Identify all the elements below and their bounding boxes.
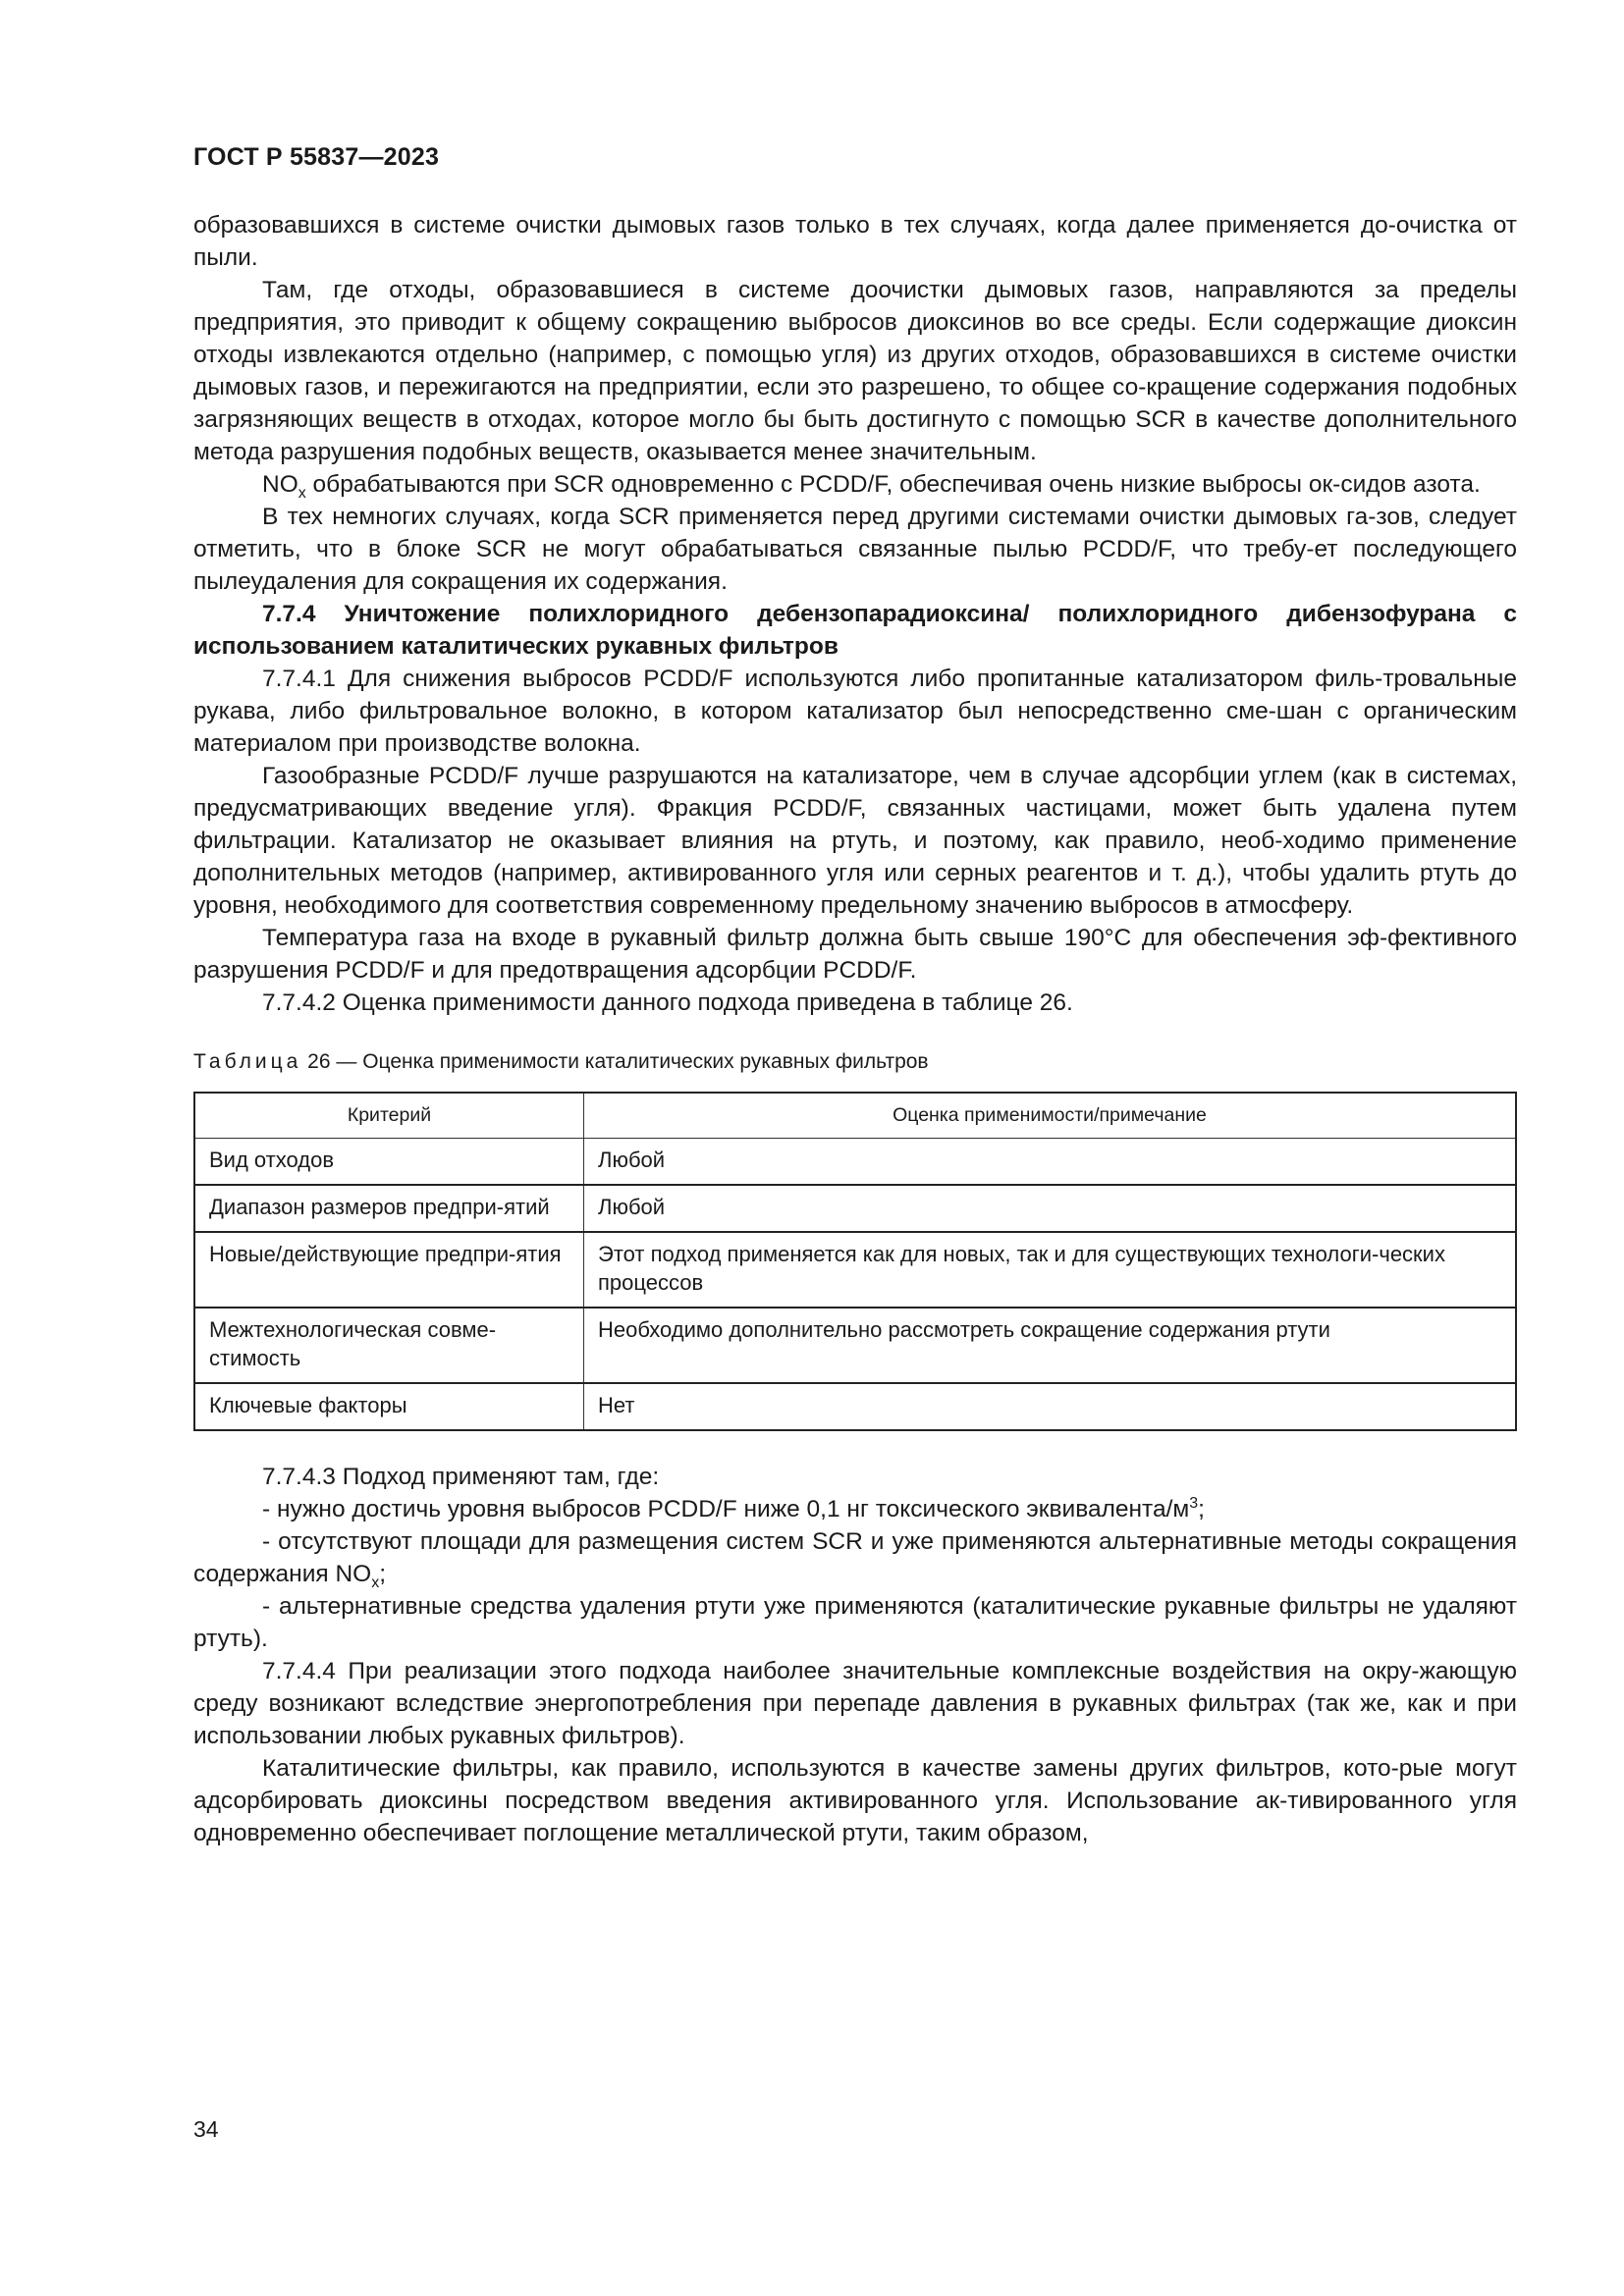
paragraph: 7.7.4.3 Подход применяют там, где: [262, 1464, 660, 1490]
table-row [194, 1383, 1516, 1430]
list-item [193, 1493, 1517, 1525]
table-cell: Диапазон размеров предпри-ятий [194, 1185, 584, 1232]
paragraph: 7.7.4.1 Для снижения выбросов PCDD/F используются либо пропитанные катализатором филь-тровальные рукава, либо фильтровальное волокно, в котором катализатор был непосредственно сме-шан с органическим материалом при производстве волокна. [193, 666, 1517, 757]
table-cell: Любой [584, 1185, 1517, 1232]
subscript: x [371, 1574, 380, 1591]
page-number: 34 [193, 2116, 219, 2142]
table-cell: Нет [584, 1383, 1517, 1430]
paragraph: Там, где отходы, образовавшиеся в системе доочистки дымовых газов, направляются за пределы предприятия, это приводит к общему сокращению выбросов диоксинов во все среды. Если содержащие диоксин отходы извлекаются отдельно (например, с помощью угля) из других отходов, образовавшихся в системе очистки дымовых газов, и пережигаются на предприятии, если это разрешено, то общее со-кращение содержания подобных загрязняющих веществ в отходах, которое могло бы быть достигнуто с помощью SCR в качестве дополнительного метода разрушения подобных веществ, оказывается менее значительным. [193, 277, 1517, 465]
table-row [194, 1308, 1516, 1383]
superscript: 3 [1189, 1494, 1199, 1512]
table-caption-text: 26 — Оценка применимости каталитических рукавных фильтров [301, 1050, 929, 1073]
table-cell: Новые/действующие предпри-ятия [194, 1232, 584, 1308]
table-cell: Этот подход применяется как для новых, так и для существующих технологи-ческих процессов [584, 1232, 1517, 1308]
table-cell: Ключевые факторы [194, 1383, 584, 1430]
paragraph: 7.7.4.2 Оценка применимости данного подхода приведена в таблице 26. [262, 989, 1073, 1016]
paragraph: образовавшихся в системе очистки дымовых газов только в тех случаях, когда далее применяется до-очистка от пыли. [193, 212, 1517, 271]
applicability-table [193, 1092, 1517, 1431]
paragraph: В тех немногих случаях, когда SCR применяется перед другими системами очистки дымовых га-зов, следует отметить, что в блоке SCR не могут обрабатываться связанные пылью PCDD/F, что требу-ет последующего пылеудаления для сокращения их содержания. [193, 504, 1517, 595]
text-run: - нужно достичь уровня выбросов PCDD/F ниже 0,1 нг токсического эквивалента/м [262, 1496, 1190, 1522]
table-row [194, 1232, 1516, 1308]
subscript: x [298, 484, 306, 502]
table-header-row [194, 1093, 1516, 1139]
text-run: ; [1198, 1496, 1205, 1522]
text-run: NO [262, 471, 298, 498]
table-cell: Вид отходов [194, 1139, 584, 1186]
paragraph: 7.7.4.4 При реализации этого подхода наиболее значительные комплексные воздействия на окру-жающую среду возникают вследствие энергопотребления при перепаде давления в рукавных фильтрах (так же, как и при использовании любых рукавных фильтров). [193, 1658, 1517, 1749]
table-caption-label: Таблица [193, 1050, 302, 1073]
section-heading: 7.7.4 Уничтожение полихлоридного дебензопарадиоксина/ полихлоридного дибензофурана с использованием каталитических рукавных фильтров [193, 601, 1517, 660]
table-caption [193, 1048, 1517, 1076]
list-item: - альтернативные средства удаления ртути уже применяются (каталитические рукавные фильтры не удаляют ртуть). [193, 1593, 1517, 1652]
text-run: - отсутствуют площади для размещения систем SCR и уже применяются альтернативные методы сокращения содержания NO [193, 1528, 1517, 1587]
table-row [194, 1139, 1516, 1186]
paragraph: Температура газа на входе в рукавный фильтр должна быть свыше 190°C для обеспечения эф-фективного разрушения PCDD/F и для предотвращения адсорбции PCDD/F. [193, 925, 1517, 984]
document-page [193, 143, 1517, 1849]
column-header-criterion: Критерий [194, 1093, 584, 1139]
paragraph: Каталитические фильтры, как правило, используются в качестве замены других фильтров, кото-рые могут адсорбировать диоксины посредством введения активированного угля. Использование ак-тивированного угля одновременно обеспечивает поглощение металлической ртути, таким образом, [193, 1755, 1517, 1846]
table-cell: Любой [584, 1139, 1517, 1186]
table-row [194, 1185, 1516, 1232]
paragraph: Газообразные PCDD/F лучше разрушаются на катализаторе, чем в случае адсорбции углем (как в системах, предусматривающих введение угля). Фракция PCDD/F, связанных частицами, может быть удалена путем фильтрации. Катализатор не оказывает влияния на ртуть, и поэтому, как правило, необ-ходимо применение дополнительных методов (например, активированного угля или серных реагентов и т. д.), чтобы удалить ртуть до уровня, необходимого для соответствия современному предельному значению выбросов в атмосферу. [193, 763, 1517, 919]
table-cell: Межтехнологическая совме-стимость [194, 1308, 584, 1383]
text-run: обрабатываются при SCR одновременно с PCDD/F, обеспечивая очень низкие выбросы ок-сидов азота. [305, 471, 1481, 498]
list-item [193, 1525, 1517, 1590]
paragraph [193, 468, 1517, 501]
text-run: ; [379, 1561, 387, 1587]
column-header-assessment: Оценка применимости/примечание [584, 1093, 1517, 1139]
document-header: ГОСТ Р 55837—2023 [193, 143, 440, 171]
table-cell: Необходимо дополнительно рассмотреть сокращение содержания ртути [584, 1308, 1517, 1383]
